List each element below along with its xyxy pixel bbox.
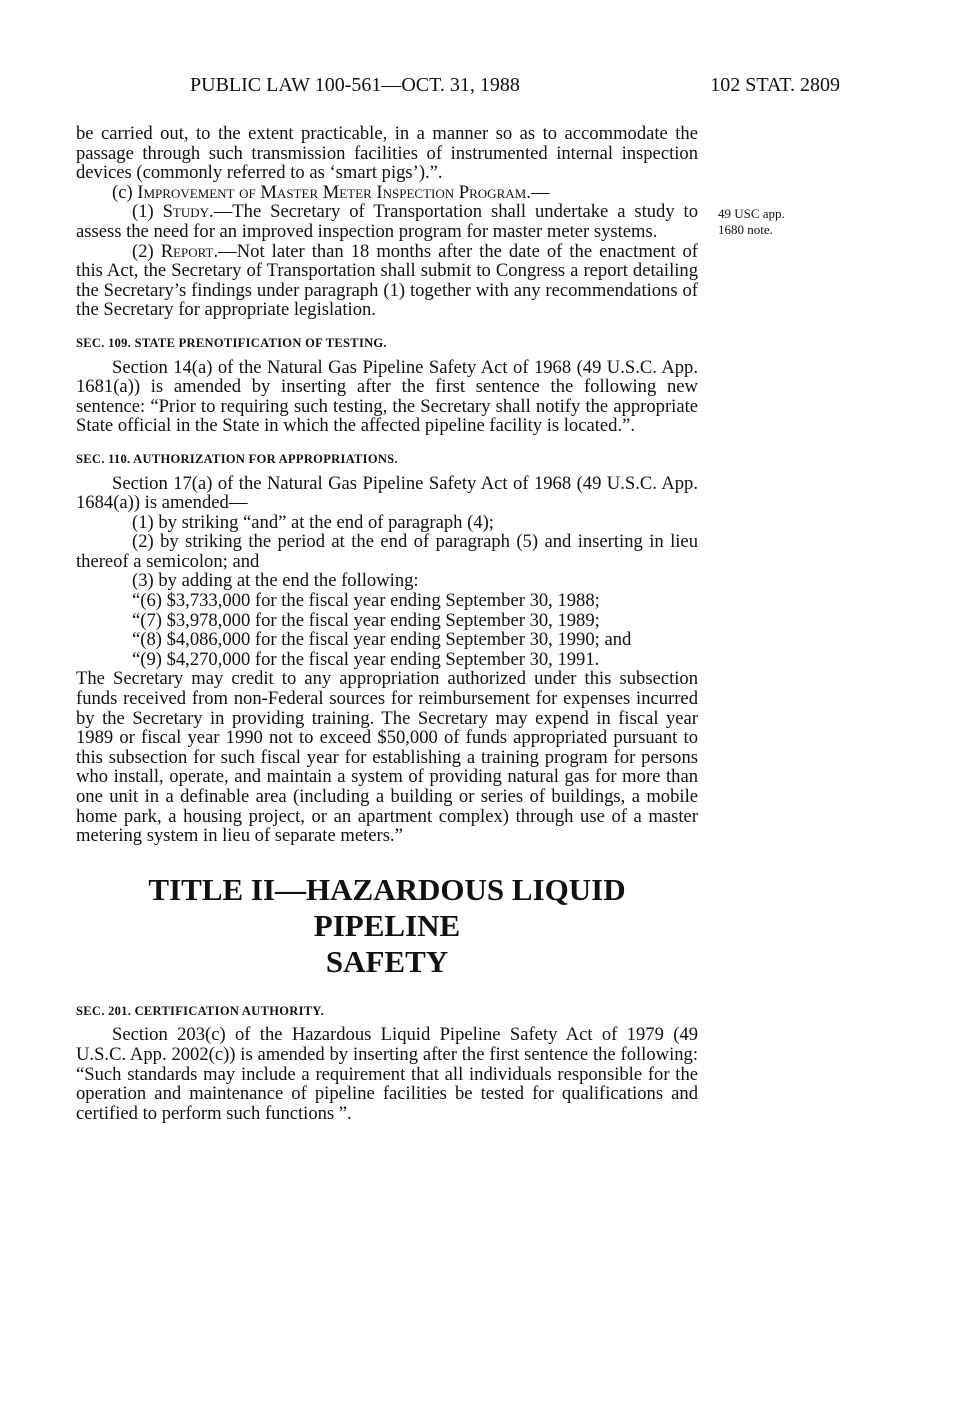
section-110-item: “(9) $4,270,000 for the fiscal year ending September 30, 1991. — [132, 648, 600, 670]
section-110-item: “(6) $3,733,000 for the fiscal year ending September 30, 1988; — [132, 590, 600, 612]
section-110-item: (2) by striking the period at the end of paragraph (5) and inserting in lieu thereof a semicolon; and — [76, 531, 698, 572]
title-ii-heading — [76, 872, 698, 980]
running-title: PUBLIC LAW 100-561—OCT. 31, 1988 — [190, 74, 520, 96]
statute-page-number: 102 STAT. 2809 — [710, 74, 840, 96]
paragraph-1-study — [76, 202, 698, 241]
section-110-closing: The Secretary may credit to any appropriation authorized under this subsection funds received from non-Federal sources for reimbursement for expenses incurred by the Secretary in providing training. The Secretary may expend in fiscal year 1989 or fiscal year 1990 not to exceed $50,000 of funds appropriated pursuant to this subsection for such fiscal year for establishing a training program for persons who install, operate, and maintain a system of providing natural gas for more than one unit in a definable area (including a building or series of buildings, a mobile home park, a housing project, or an apartment complex) through use of a master metering system in lieu of separate meters.” — [76, 668, 698, 847]
paragraph-2-heading: Report. — [160, 240, 219, 262]
margin-note-line-2: 1680 note. — [718, 222, 773, 237]
section-110-text: Section 17(a) of the Natural Gas Pipeline Safety Act of 1968 (49 U.S.C. App. 1684(a)) is amended— — [76, 472, 698, 514]
subsection-c — [76, 183, 698, 203]
section-110-item: (1) by striking “and” at the end of paragraph (4); — [132, 511, 494, 533]
title-line-1: TITLE II—HAZARDOUS LIQUID PIPELINE — [148, 871, 626, 943]
intro-paragraph: be carried out, to the extent practicable, in a manner so as to accommodate the passage through such transmission facilities of instrumented internal inspection devices (commonly referred to as ‘smart pigs’).”. — [76, 123, 698, 184]
section-109-text: Section 14(a) of the Natural Gas Pipeline Safety Act of 1968 (49 U.S.C. App. 1681(a)) is amended by inserting after the first sentence the following new sentence: “Prior to requiring such testing, the Secretary shall notify the appropriate State official in the State in which the affected pipeline facility is located.”. — [76, 356, 698, 437]
paragraph-2-report — [76, 242, 698, 320]
section-201-heading: SEC. 201. CERTIFICATION AUTHORITY. — [76, 1003, 325, 1018]
section-110-item: (3) by adding at the end the following: — [132, 570, 419, 592]
section-201-text: Section 203(c) of the Hazardous Liquid Pipeline Safety Act of 1979 (49 U.S.C. App. 2002(c)) is amended by inserting after the first sentence the following: “Such standards may include a requirement that all individuals responsible for the operation and maintenance of pipeline facilities be tested for qualifications and certified to perform such functions ”. — [76, 1024, 698, 1124]
paragraph-1-label: (1) — [132, 201, 163, 223]
section-110-heading: SEC. 110. AUTHORIZATION FOR APPROPRIATIONS. — [76, 451, 398, 466]
margin-note-line-1: 49 USC app. — [718, 206, 785, 221]
paragraph-1-heading: Study. — [162, 201, 214, 223]
section-110-item: “(8) $4,086,000 for the fiscal year ending September 30, 1990; and — [132, 629, 632, 651]
subsection-c-heading: Improvement of Master Meter Inspection Program.— — [137, 181, 550, 203]
title-line-2: SAFETY — [325, 943, 449, 979]
paragraph-1-text: —The Secretary of Transportation shall undertake a study to assess the need for an improved inspection program for master meter systems. — [76, 201, 698, 242]
document-body — [76, 124, 698, 1123]
paragraph-2-label: (2) — [132, 240, 161, 262]
section-109-heading: SEC. 109. STATE PRENOTIFICATION OF TESTING. — [76, 335, 387, 350]
subsection-c-label: (c) — [112, 181, 138, 203]
paragraph-2-text: —Not later than 18 months after the date of the enactment of this Act, the Secretary of Transportation shall submit to Congress a report detailing the Secretary’s findings under paragraph (1) together with any recommendations of the Secretary for appropriate legislation. — [76, 240, 698, 321]
page-header — [190, 74, 840, 104]
section-110-item: “(7) $3,978,000 for the fiscal year ending September 30, 1989; — [132, 609, 600, 631]
margin-note — [718, 206, 838, 238]
